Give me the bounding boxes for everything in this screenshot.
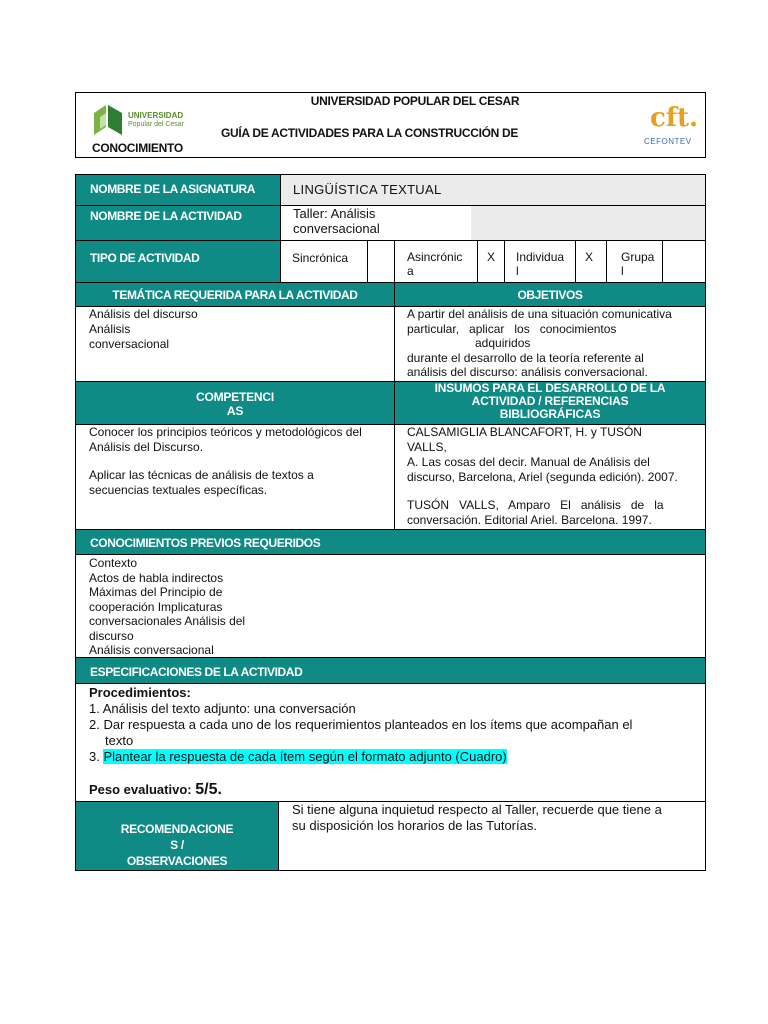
previo-item: Máximas del Principio de <box>89 585 223 599</box>
procedimiento-number: 3. <box>89 749 104 764</box>
tipo-individual-line1: Individua <box>516 250 565 264</box>
tematica-item: Análisis del discurso <box>89 307 198 321</box>
peso-value: 5/5. <box>195 781 222 798</box>
recomendaciones-label-line3: OBSERVACIONES <box>126 854 228 868</box>
procedimientos-title: Procedimientos: <box>89 685 191 700</box>
insumos-header-line2: ACTIVIDAD / REFERENCIAS <box>471 394 629 408</box>
highlighted-instruction: Plantear la respuesta de cada ítem según el formato adjunto (Cuadro) <box>103 749 507 764</box>
competencias-body <box>76 425 394 529</box>
objetivos-line: análisis del discurso: análisis conversacional. <box>407 365 648 379</box>
tematica-item: conversacional <box>89 337 170 351</box>
recomendaciones-label-line2: S / <box>170 838 184 852</box>
previo-item: discurso <box>89 628 134 643</box>
cefontev-text: CEFONTEV <box>644 137 692 146</box>
tipo-individual-line2: l <box>516 264 519 278</box>
previos-header: CONOCIMIENTOS PREVIOS REQUERIDOS <box>76 530 705 554</box>
logo-university-text: UNIVERSIDAD <box>128 111 184 120</box>
tipo-label: TIPO DE ACTIVIDAD <box>76 241 280 282</box>
guide-title-continued: CONOCIMIENTO <box>92 141 183 155</box>
referencia-line: conversación. Editorial Ariel. Barcelona. 1997. <box>407 513 652 527</box>
procedimiento-item: texto <box>105 733 134 748</box>
tipo-sincronica: Sincrónica <box>292 251 349 265</box>
tipo-asincronica <box>395 241 477 282</box>
previo-item: Análisis conversacional <box>89 643 214 657</box>
competencias-header-line2: AS <box>226 404 244 418</box>
actividad-filler <box>471 206 705 240</box>
actividad-value-line1: Taller: Análisis <box>293 206 376 221</box>
asignatura-value: LINGÜÍSTICA TEXTUAL <box>281 175 705 205</box>
objetivos-header: OBJETIVOS <box>395 283 705 306</box>
referencia-line: discurso, Barcelona, Ariel (segunda edición). 2007. <box>407 470 678 484</box>
previo-item: Contexto <box>89 556 138 570</box>
referencia-line: TUSÓN VALLS, Amparo El análisis de la <box>407 498 664 512</box>
objetivos-line: adquiridos <box>475 336 531 350</box>
actividad-label: NOMBRE DE LA ACTIVIDAD <box>76 206 280 240</box>
tipo-asincronica-line1: Asincrónic <box>407 250 463 264</box>
procedimiento-item: 1. Análisis del texto adjunto: una conversación <box>89 701 356 716</box>
recomendaciones-label <box>76 802 278 870</box>
actividad-value-line2: conversacional <box>293 221 380 236</box>
previos-body <box>76 555 705 657</box>
insumos-header <box>395 382 705 424</box>
especificaciones-header: ESPECIFICACIONES DE LA ACTIVIDAD <box>76 658 705 683</box>
objetivos-body <box>395 307 705 381</box>
referencia-line: VALLS, <box>407 440 447 454</box>
competencias-header-line1: COMPETENCI <box>195 390 274 404</box>
recomendaciones-text <box>279 802 705 870</box>
previo-item: conversacionales Análisis del <box>89 614 246 628</box>
recomendacion-line: Si tiene alguna inquietud respecto al Taller, recuerde que tiene a <box>292 802 662 817</box>
tipo-individual <box>505 241 575 282</box>
logo-subtitle-text: Popular del Cesar <box>128 121 185 128</box>
previo-item: Actos de habla indirectos <box>89 570 224 585</box>
tematica-body <box>76 307 394 381</box>
tipo-asincronica-line2: a <box>407 264 414 278</box>
previo-item: cooperación Implicaturas <box>89 599 223 614</box>
guide-title: GUÍA DE ACTIVIDADES PARA LA CONSTRUCCIÓN DE <box>221 126 519 140</box>
recomendaciones-label-line1: RECOMENDACIONE <box>120 822 234 836</box>
competencias-header <box>76 382 394 424</box>
procedimiento-item <box>89 749 705 765</box>
tematica-item: Análisis <box>89 322 131 336</box>
cefontev-logo <box>640 104 702 152</box>
referencia-line: CALSAMIGLIA BLANCAFORT, H. y TUSÓN <box>407 425 642 439</box>
leaf-icon <box>92 103 126 137</box>
tipo-grupal-line1: Grupa <box>621 250 655 264</box>
insumos-body <box>395 425 705 529</box>
tematica-header: TEMÁTICA REQUERIDA PARA LA ACTIVIDAD <box>76 283 394 306</box>
competencia-line: Conocer los principios teóricos y metodológicos del <box>89 425 362 439</box>
tipo-grupal-line2: l <box>621 264 624 278</box>
university-logo <box>92 103 188 139</box>
recomendacion-line: su disposición los horarios de las Tutorías. <box>292 818 537 833</box>
cft-mark: cft. <box>650 103 699 133</box>
tipo-asincronica-mark: X <box>487 250 496 264</box>
objetivos-line: particular, aplicar los conocimientos <box>407 322 617 336</box>
competencia-line: secuencias textuales específicas. <box>89 483 268 497</box>
tipo-grupal <box>607 241 662 282</box>
competencia-line: Análisis del Discurso. <box>89 440 204 454</box>
insumos-header-line1: INSUMOS PARA EL DESARROLLO DE LA <box>434 381 666 395</box>
peso-label: Peso evaluativo: <box>89 782 196 797</box>
procedimiento-item: 2. Dar respuesta a cada uno de los requerimientos planteados en los ítems que acompañan el <box>89 717 633 732</box>
competencia-line: Aplicar las técnicas de análisis de textos a <box>89 468 314 482</box>
objetivos-line: A partir del análisis de una situación comunicativa <box>407 307 672 321</box>
referencia-line: A. Las cosas del decir. Manual de Análisis del <box>407 455 650 469</box>
asignatura-label: NOMBRE DE LA ASIGNATURA <box>76 175 280 205</box>
especificaciones-body <box>76 684 705 801</box>
insumos-header-line3: BIBLIOGRÁFICAS <box>499 407 601 421</box>
tipo-individual-mark: X <box>585 250 594 264</box>
university-title: UNIVERSIDAD POPULAR DEL CESAR <box>310 94 520 108</box>
actividad-value <box>281 206 471 240</box>
peso-evaluativo <box>89 782 705 798</box>
objetivos-line: durante el desarrollo de la teoría referente al <box>407 351 644 365</box>
